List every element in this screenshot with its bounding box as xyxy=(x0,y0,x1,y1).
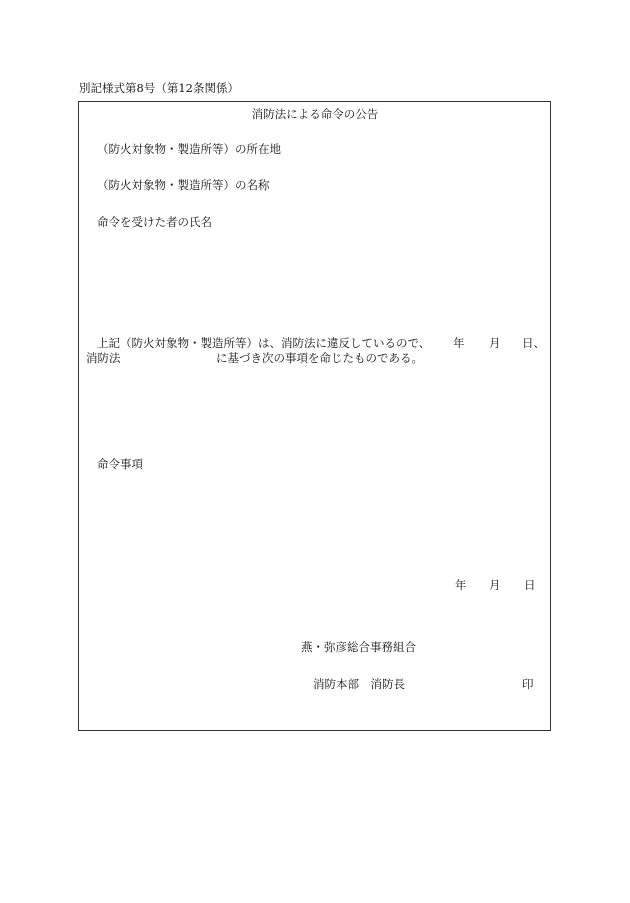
notice-form xyxy=(78,101,551,731)
statement-line2-prefix: 消防法 xyxy=(86,351,121,365)
issuer-title: 消防本部 消防長 xyxy=(313,677,405,691)
statement-line2-suffix: に基づき次の事項を命じたものである。 xyxy=(216,351,423,365)
statement-line1: 上記（防火対象物・製造所等）は、消防法に違反しているので、 xyxy=(97,336,431,350)
person-name-label: 命令を受けた者の氏名 xyxy=(97,215,212,229)
form-title: 消防法による命令の公告 xyxy=(251,107,379,121)
name-label: （防火対象物・製造所等）の名称 xyxy=(97,178,270,192)
statement-month: 月 xyxy=(489,336,501,350)
date-month: 月 xyxy=(489,578,501,592)
order-items-label: 命令事項 xyxy=(97,457,143,471)
statement-year: 年 xyxy=(453,336,465,350)
statement-day: 日、 xyxy=(522,336,545,350)
issuer-organization: 燕・弥彦総合事務組合 xyxy=(301,640,416,654)
seal-mark: 印 xyxy=(522,677,534,691)
date-day: 日 xyxy=(524,578,536,592)
location-label: （防火対象物・製造所等）の所在地 xyxy=(97,142,281,156)
date-year: 年 xyxy=(455,578,467,592)
form-number: 別記様式第8号（第12条関係） xyxy=(79,81,239,95)
